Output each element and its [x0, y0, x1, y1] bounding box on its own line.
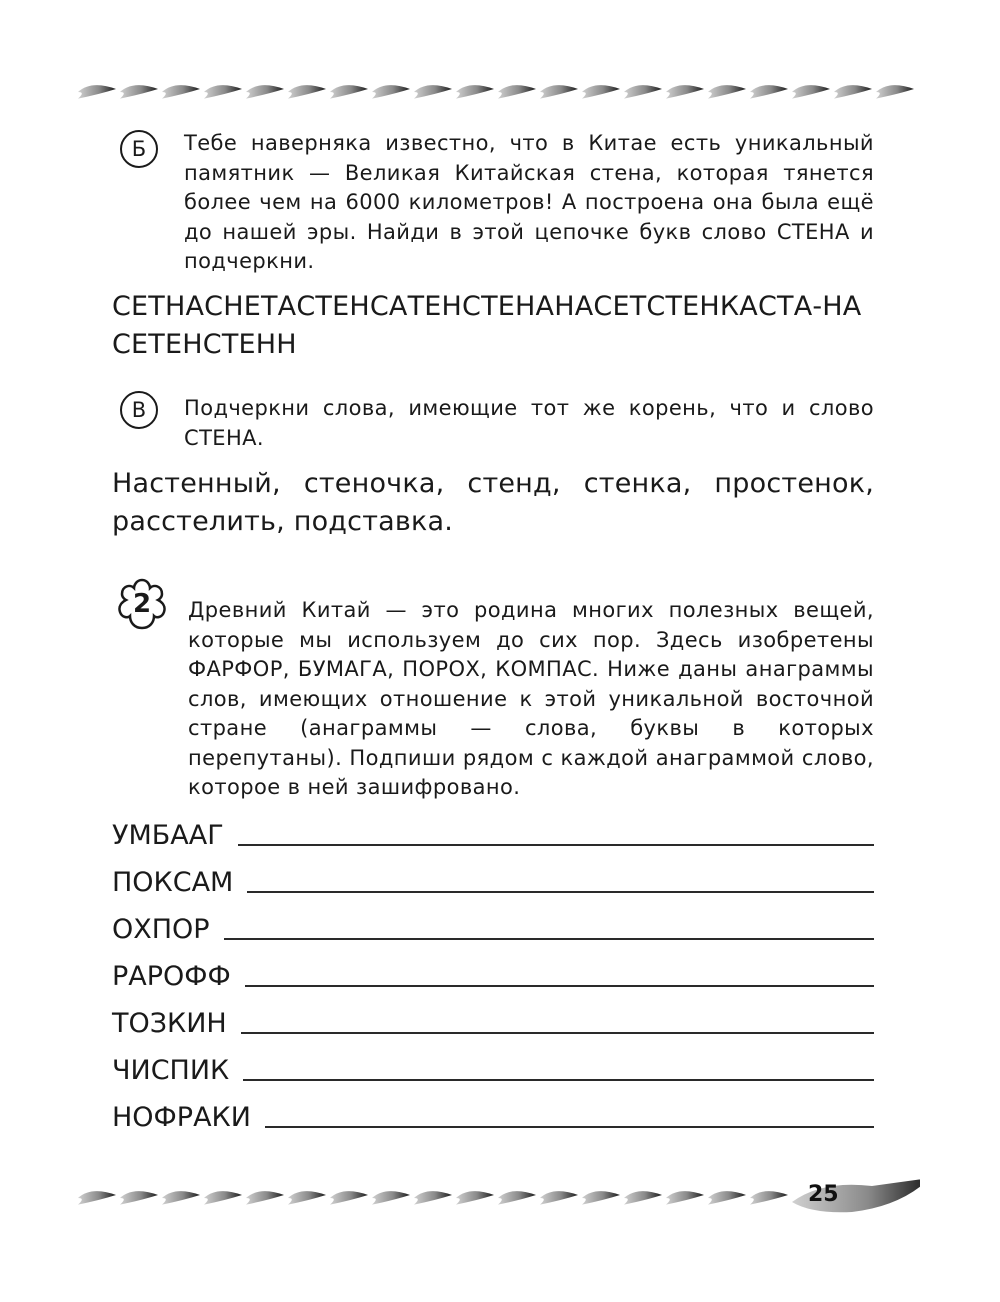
ornament-leaf	[372, 85, 410, 98]
letter-chain: СЕТНАСНЕТАСТЕНСАТЕНСТЕНАНАСЕТСТЕНКАСТА-НАСЕТЕНСТЕНН	[112, 291, 862, 360]
answer-line[interactable]	[224, 938, 874, 940]
anagram-row	[112, 1000, 874, 1040]
anagram-word: ПОКСАМ	[112, 867, 234, 898]
anagram-row	[112, 1094, 874, 1134]
answer-line[interactable]	[265, 1126, 874, 1128]
task-v	[112, 394, 874, 458]
ornament-leaf	[162, 85, 200, 98]
ornament-leaf	[540, 1191, 578, 1204]
ornament-leaf	[414, 85, 452, 98]
task-2-instructions: Древний Китай — это родина многих полезных вещей, которые мы используем до сих пор. Здесь изобретены ФАРФОР, БУМАГА, ПОРОХ, КОМПАС. Ниже даны анаграммы слов, имеющих отношение к этой уникальной восточной стране (анаграммы — слова, буквы в которых перепутаны). Подпиши рядом с каждой анаграммой слово, которое в ней зашифровано.	[188, 598, 874, 799]
ornament-leaf	[246, 85, 284, 98]
ornament-leaf	[204, 1191, 242, 1204]
ornament-leaf	[414, 1191, 452, 1204]
task-v-badge: В	[120, 391, 158, 429]
ornament-leaf	[708, 1191, 746, 1204]
page-number: 25	[808, 1182, 839, 1207]
ornament-leaf	[666, 85, 704, 98]
answer-line[interactable]	[241, 1032, 874, 1034]
ornament-leaf	[120, 1191, 158, 1204]
ornament-leaf	[246, 1191, 284, 1204]
ornament-leaf	[204, 85, 242, 98]
ornament-leaf	[750, 85, 788, 98]
ornament-leaf	[624, 1191, 662, 1204]
ornament-leaf	[876, 85, 914, 98]
ornament-leaf	[582, 85, 620, 98]
top-ornament-border	[78, 78, 920, 108]
anagram-row	[112, 812, 874, 852]
ornament-leaf	[708, 85, 746, 98]
ornament-leaf	[456, 1191, 494, 1204]
ornament-leaf	[456, 85, 494, 98]
answer-line[interactable]	[238, 844, 874, 846]
ornament-leaf	[288, 85, 326, 98]
ornament-leaf	[792, 85, 830, 98]
bottom-ornament-border	[78, 1178, 920, 1214]
anagram-word: ТОЗКИН	[112, 1008, 227, 1039]
anagram-word: УМБААГ	[112, 820, 224, 851]
task-2	[112, 589, 874, 802]
answer-line[interactable]	[247, 891, 874, 893]
anagram-word: ЧИСПИК	[112, 1055, 230, 1086]
ornament-leaf	[162, 1191, 200, 1204]
ornament-leaf	[666, 1191, 704, 1204]
ornament-leaf	[498, 85, 536, 98]
ornament-leaf	[624, 85, 662, 98]
task-b	[112, 128, 874, 278]
answer-line[interactable]	[243, 1079, 874, 1081]
task-b-badge: Б	[120, 130, 158, 168]
task-2-number: 2	[132, 589, 152, 619]
task-v-instructions: Подчеркни слова, имеющие тот же корень, что и слово СТЕНА.	[184, 396, 874, 450]
anagram-row	[112, 906, 874, 946]
ornament-leaf	[330, 1191, 368, 1204]
anagram-word: НОФРАКИ	[112, 1102, 251, 1133]
task-b-instructions: Тебе наверняка известно, что в Китае есть уникальный памятник — Великая Китайская стена, которая тянется более чем на 6000 километров! А построена она была ещё до нашей эры. Найди в этой цепочке букв слово СТЕНА и подчеркни.	[184, 131, 874, 273]
ornament-leaf	[78, 1191, 116, 1204]
ornament-leaf	[330, 85, 368, 98]
ornament-leaf	[288, 1191, 326, 1204]
ornament-leaf	[540, 85, 578, 98]
anagram-word: РАРОФФ	[112, 961, 231, 992]
ornament-leaf	[78, 85, 116, 98]
anagram-row	[112, 953, 874, 993]
answer-line[interactable]	[245, 985, 874, 987]
root-words-list: Настенный, стеночка, стенд, стенка, простенок, расстелить, подставка.	[112, 468, 874, 537]
ornament-leaf	[582, 1191, 620, 1204]
ornament-leaf	[750, 1191, 788, 1204]
flower-badge	[112, 574, 172, 634]
anagram-word: ОХПОР	[112, 914, 210, 945]
ornament-leaf	[120, 85, 158, 98]
ornament-leaf	[834, 85, 872, 98]
anagram-row	[112, 859, 874, 899]
anagram-row	[112, 1047, 874, 1087]
ornament-leaf	[498, 1191, 536, 1204]
ornament-leaf	[372, 1191, 410, 1204]
